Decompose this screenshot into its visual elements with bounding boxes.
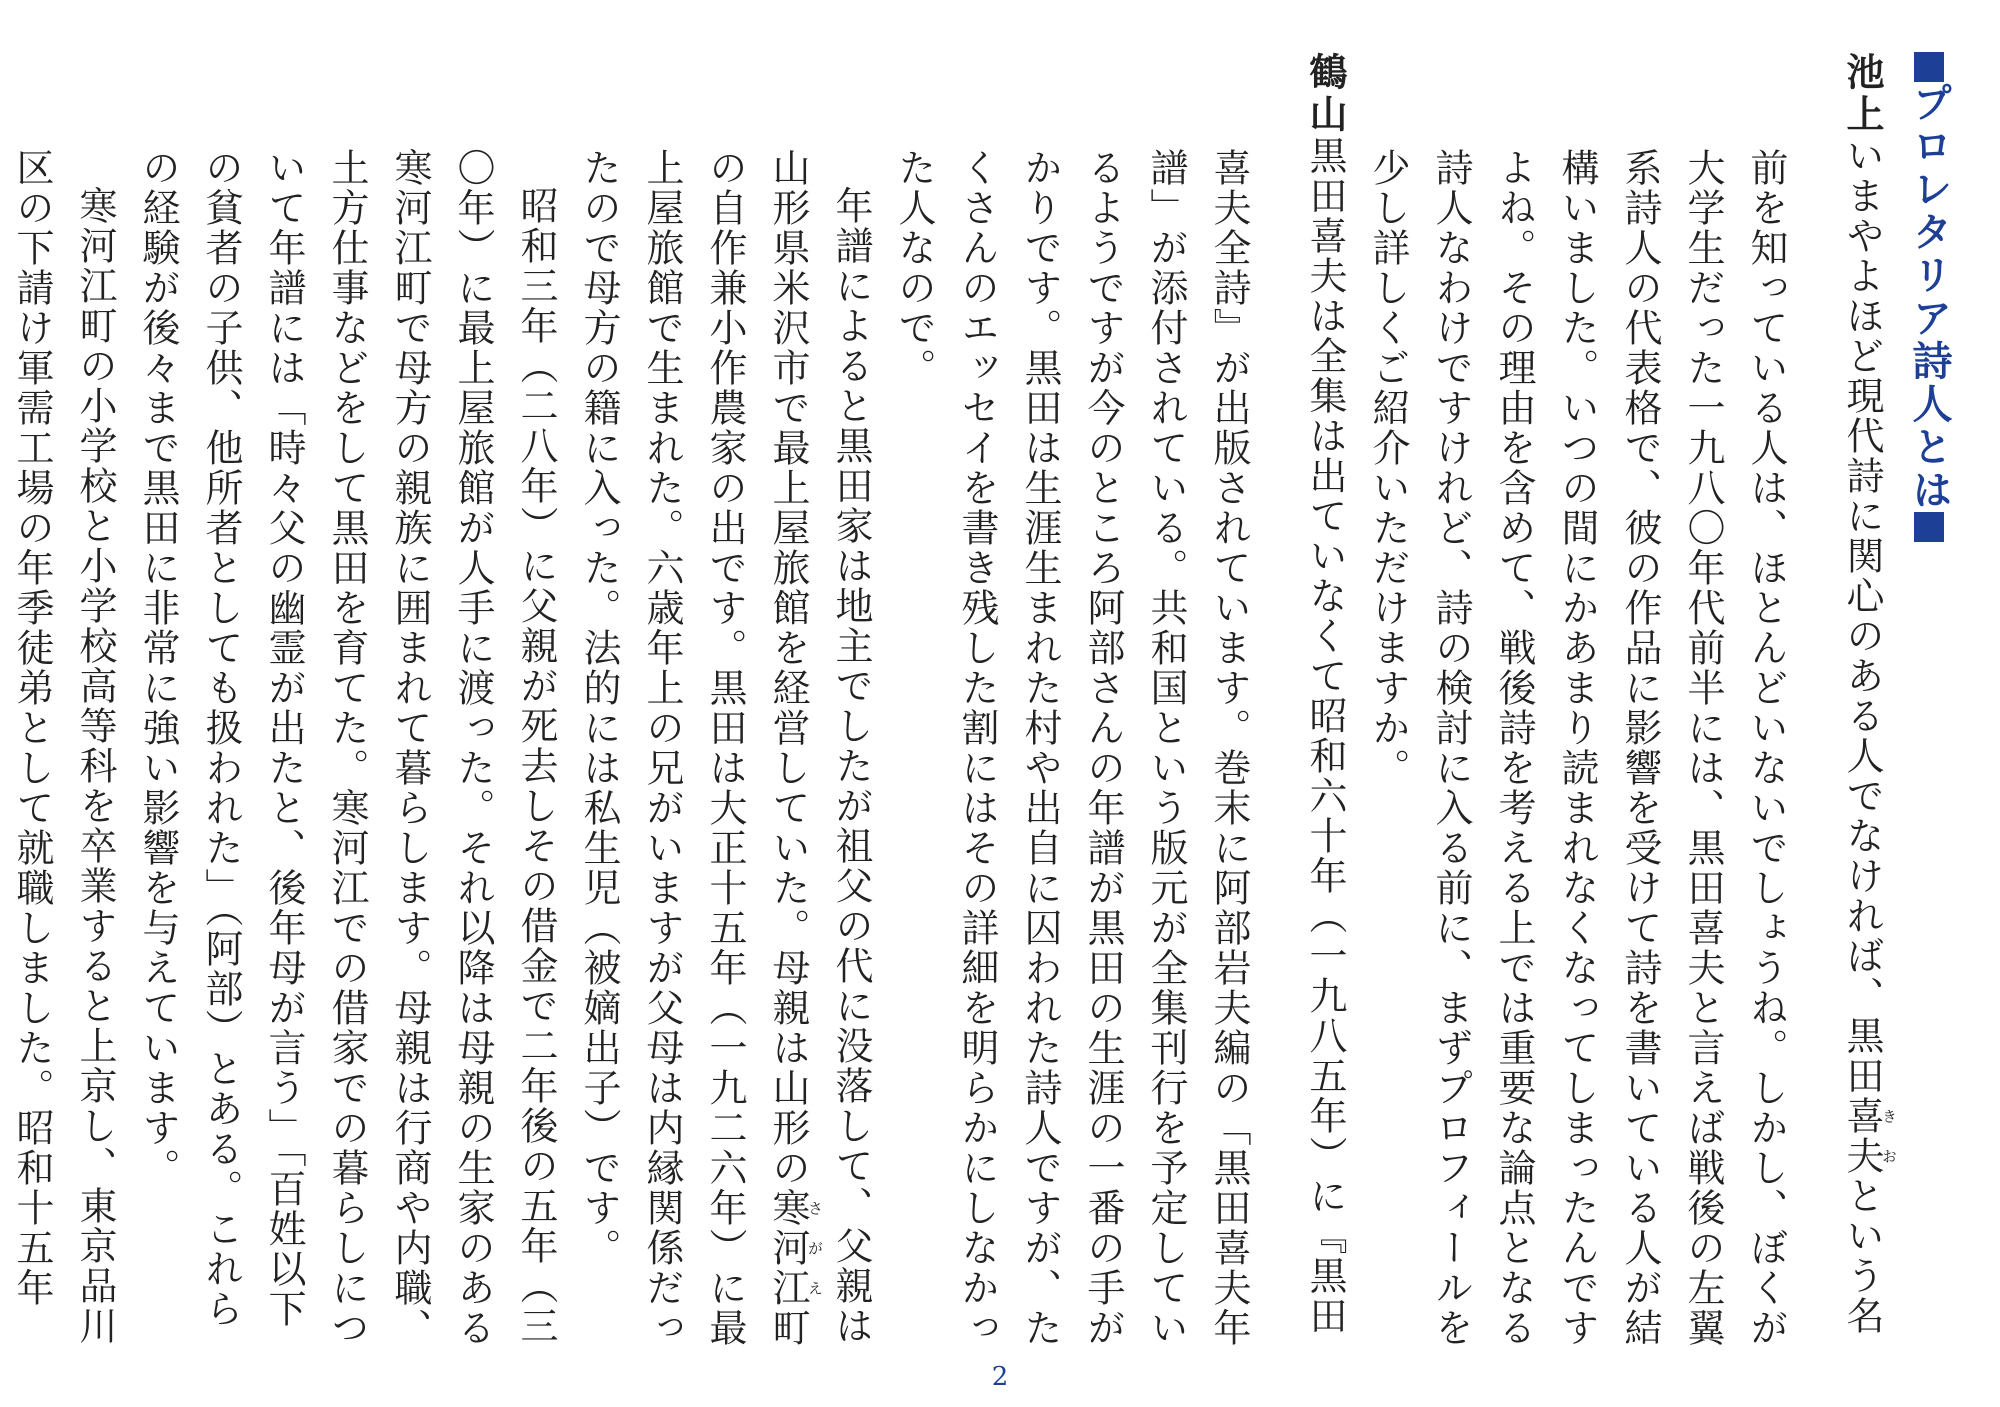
paragraph-text: いまやよほど現代詩に関心のある人でなければ、黒田 — [1840, 136, 1884, 1096]
paragraph-text: 年譜によると黒田家は地主でしたが祖父の代に没落して、父親は山形県米沢市で最上屋旅館を経営していた。母親は山形の — [766, 148, 873, 1346]
ruby-word: 喜夫きお — [1840, 1096, 1898, 1176]
utterance-ikegami — [1356, 52, 1897, 1352]
section-heading — [1897, 52, 1960, 1352]
paragraph — [567, 52, 882, 1352]
paragraph-text: 黒田喜夫は全集は出ていなくて昭和六十年（一九八五年）に『黒田喜夫全詩』が出版されています。巻末に阿部岩夫編の「黒田喜夫年譜」が添付されている。共和国という版元が全集刊行を予定しているようですが今のところ阿部さんの年譜が黒田の生涯の一番の手がかりです。黒田は生涯生まれた村や出自に囚われた詩人ですが、たくさんのエッセイを書き残した割にはその詳細を明らかにしなかった人なので。 — [892, 136, 1347, 1348]
square-bullet-icon — [1914, 52, 1944, 82]
paragraph-text: 町の自作兼小作農家の出です。黒田は大正十五年（一九二六年）に最上屋旅館で生まれた。六歳年上の兄がいますが父母は内縁関係だったので母方の籍に入った。法的には私生児（被嫡出子）です。 — [577, 148, 810, 1348]
paragraph — [0, 52, 126, 1352]
speaker-label: 鶴山 — [1303, 52, 1347, 136]
page-number: 2 — [991, 1362, 1009, 1392]
ruby-word: 寒河江さがえ — [766, 1188, 824, 1308]
paragraph-text: 寒河江町の小学校と小学校高等科を卒業すると上京し、東京品川区の下請け軍需工場の年季徒弟として就職しました。昭和十五年 — [10, 148, 117, 1346]
square-bullet-icon — [1914, 512, 1944, 542]
utterance-tsuruyama — [882, 52, 1356, 1352]
paragraph — [126, 52, 567, 1352]
section-heading-text: プロレタリア詩人とは — [1906, 82, 1952, 512]
furigana: さがえ — [806, 1188, 824, 1308]
paragraph-text: という名前を知っている人は、ほとんどいないでしょうね。しかし、ぼくが大学生だった一九八〇年代前半には、黒田喜夫と言えば戦後の左翼系詩人の代表格で、彼の作品に影響を受けて詩を書いている人が結構いました。いつの間にかあまり読まれなくなってしまったんですよね。その理由を含めて、戦後詩を考える上では重要な論点となる詩人なわけですけれど、詩の検討に入る前に、まずプロフィールを少し詳しくご紹介いただけますか。 — [1366, 148, 1884, 1348]
vertical-text-column — [10, 52, 1960, 1352]
furigana: きお — [1880, 1096, 1898, 1176]
paragraph-text: 昭和三年（二八年）に父親が死去しその借金で二年後の五年（三〇年）に最上屋旅館が人手に渡った。それ以降は母親の生家のある寒河江町で母方の親族に囲まれて暮らします。母親は行商や内職、土方仕事などをして黒田を育てた。寒河江での借家での暮らしについて年譜には「時々父の幽霊が出たと、後年母が言う」「百姓以下の貧者の子供、他所者としても扱われた」（阿部）とある。これらの経験が後々まで黒田に非常に強い影響を与えています。 — [136, 148, 558, 1348]
speaker-label: 池上 — [1840, 52, 1884, 136]
